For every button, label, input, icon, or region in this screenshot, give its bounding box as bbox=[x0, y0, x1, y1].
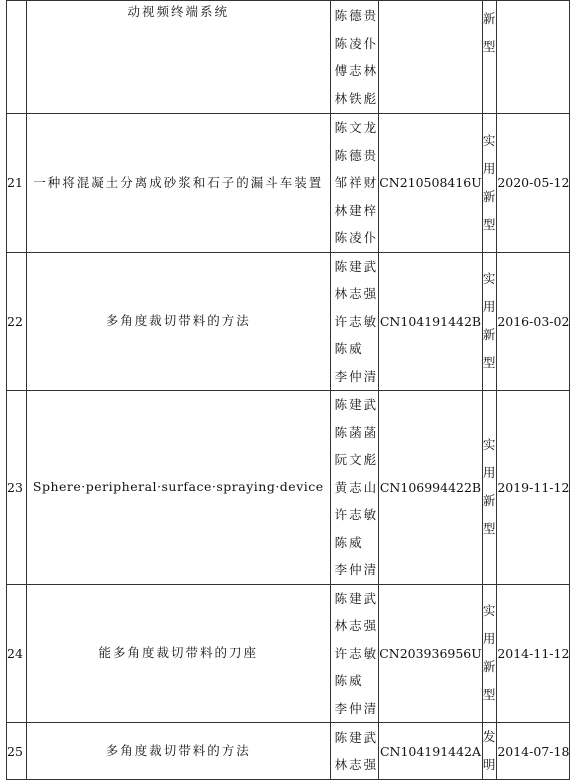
inventor-name: 林建梓 bbox=[334, 202, 379, 218]
inventor-name: 陈威 bbox=[334, 341, 364, 356]
inventor-name: 陈威 bbox=[334, 534, 364, 550]
inventor-list bbox=[330, 391, 379, 585]
patent-number: CN210508416U bbox=[379, 114, 483, 253]
inventor-name: 陈菡菡 bbox=[334, 424, 379, 440]
table-row bbox=[7, 391, 570, 585]
patent-type bbox=[482, 114, 497, 253]
inventor-name: 黄志山 bbox=[334, 479, 379, 495]
patent-type-line: 实用 bbox=[482, 132, 497, 176]
inventor-name: 许志敏 bbox=[334, 507, 379, 522]
inventor-name: 陈德贵 bbox=[334, 8, 379, 23]
patent-type-line: 新型 bbox=[482, 11, 497, 54]
grant-date: 2016-03-02 bbox=[497, 252, 570, 391]
grant-date: 2019-11-12 bbox=[497, 391, 570, 585]
inventor-name: 陈凌仆 bbox=[334, 230, 379, 245]
inventor-name: 陈凌仆 bbox=[334, 35, 379, 51]
patent-type bbox=[482, 252, 497, 391]
inventor-name: 陈建武 bbox=[334, 397, 379, 412]
inventor-name: 陈文龙 bbox=[334, 120, 379, 135]
inventor-name: 林志强 bbox=[334, 757, 379, 772]
inventor-name: 林铁彪 bbox=[334, 90, 379, 106]
inventor-name: 陈德贵 bbox=[334, 147, 379, 163]
inventor-name: 陈威 bbox=[334, 673, 364, 688]
row-number: 21 bbox=[7, 114, 27, 253]
inventor-name: 林志强 bbox=[334, 618, 379, 633]
inventor-name: 邹祥财 bbox=[334, 175, 379, 190]
patent-type bbox=[482, 391, 497, 585]
patent-type-line: 新型 bbox=[482, 493, 497, 537]
patent-type-line: 发明 bbox=[482, 729, 497, 772]
inventor-list bbox=[330, 1, 379, 114]
row-number: 23 bbox=[7, 391, 27, 585]
patent-type bbox=[482, 584, 497, 723]
table-row bbox=[7, 1, 570, 114]
patent-title: 动视频终端系统 bbox=[26, 1, 330, 114]
table-row bbox=[7, 252, 570, 391]
patent-title: 多角度裁切带料的方法 bbox=[26, 723, 330, 780]
grant-date bbox=[497, 1, 570, 114]
inventor-name: 李仲清 bbox=[334, 700, 379, 716]
patent-type-line: 实用 bbox=[482, 603, 497, 647]
row-number: 22 bbox=[7, 252, 27, 391]
inventor-name: 许志敏 bbox=[334, 645, 379, 661]
row-number: 25 bbox=[7, 723, 27, 780]
table-row bbox=[7, 114, 570, 253]
inventor-name: 许志敏 bbox=[334, 313, 379, 329]
patent-number: CN104191442A bbox=[379, 723, 483, 780]
inventor-name: 陈建武 bbox=[334, 729, 379, 745]
patent-table bbox=[6, 0, 570, 780]
patent-title: Sphere·peripheral·surface·spraying·device bbox=[26, 391, 330, 585]
grant-date: 2014-07-18 bbox=[497, 723, 570, 780]
patent-title: 能多角度裁切带料的刀座 bbox=[26, 584, 330, 723]
inventor-name: 李仲清 bbox=[334, 562, 379, 577]
inventor-name: 陈建武 bbox=[334, 590, 379, 606]
inventor-list bbox=[330, 584, 379, 723]
table-row bbox=[7, 723, 570, 780]
patent-number: CN203936956U bbox=[379, 584, 483, 723]
patent-number: CN106994422B bbox=[379, 391, 483, 585]
table-row bbox=[7, 584, 570, 723]
patent-number bbox=[379, 1, 483, 114]
grant-date: 2014-11-12 bbox=[497, 584, 570, 723]
patent-type-line: 实用 bbox=[482, 437, 497, 481]
patent-number: CN104191442B bbox=[379, 252, 483, 391]
row-number: 24 bbox=[7, 584, 27, 723]
inventor-name: 傅志林 bbox=[334, 63, 379, 78]
grant-date: 2020-05-12 bbox=[497, 114, 570, 253]
patent-type bbox=[482, 1, 497, 114]
patent-type-line: 新型 bbox=[482, 188, 497, 232]
patent-title: 多角度裁切带料的方法 bbox=[26, 252, 330, 391]
inventor-name: 李仲清 bbox=[334, 368, 379, 384]
inventor-list bbox=[330, 114, 379, 253]
inventor-name: 陈建武 bbox=[334, 258, 379, 274]
patent-type-line: 实用 bbox=[482, 271, 497, 315]
inventor-name: 阮文彪 bbox=[334, 452, 379, 467]
patent-type-line: 新型 bbox=[482, 327, 497, 371]
row-number bbox=[7, 1, 27, 114]
inventor-list bbox=[330, 252, 379, 391]
inventor-list bbox=[330, 723, 379, 780]
inventor-name: 林志强 bbox=[334, 286, 379, 301]
patent-type-line: 新型 bbox=[482, 659, 497, 703]
patent-type bbox=[482, 723, 497, 780]
patent-title: 一种将混凝土分离成砂浆和石子的漏斗车装置 bbox=[26, 114, 330, 253]
